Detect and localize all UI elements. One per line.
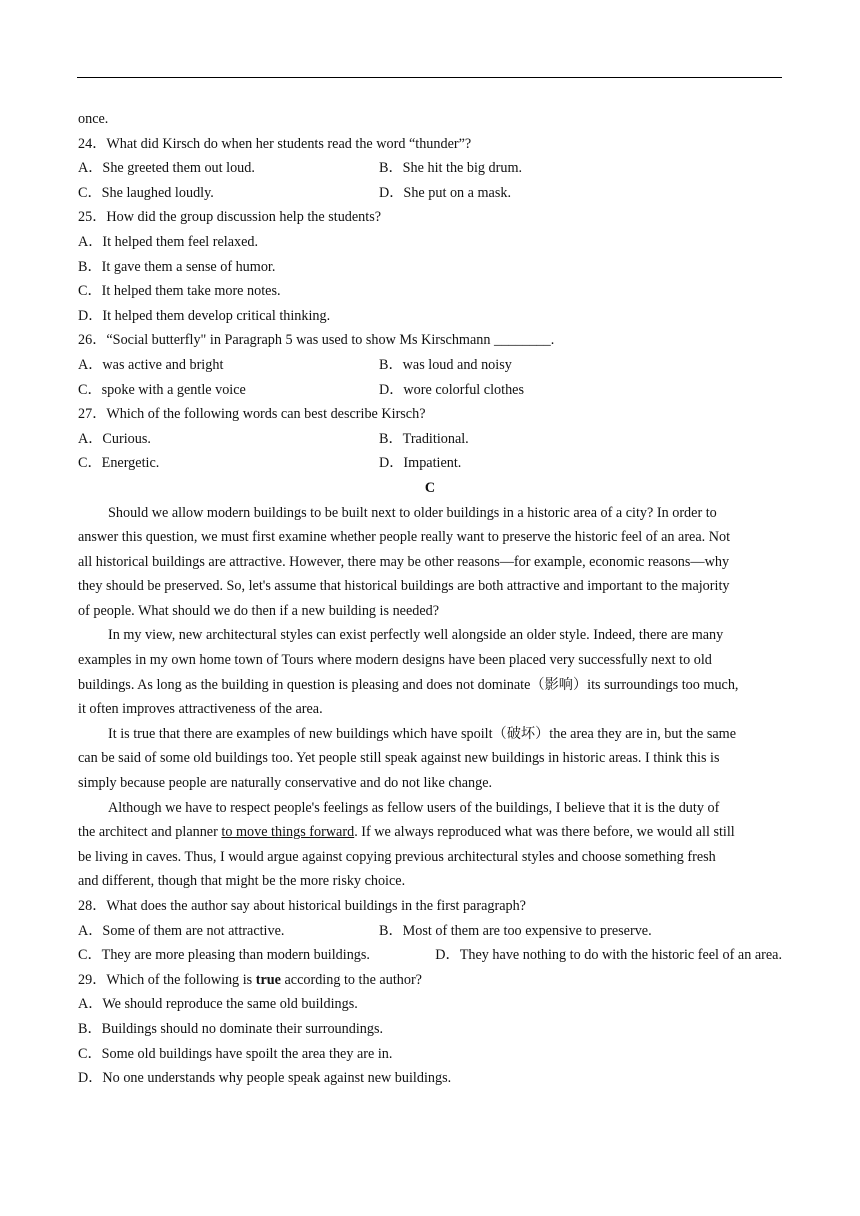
question-26-option-c: C．spoke with a gentle voice bbox=[78, 381, 246, 398]
question-27-options-row-1 bbox=[78, 427, 782, 452]
question-24-option-a: A．She greeted them out loud. bbox=[78, 160, 255, 177]
passage-paragraph-1 bbox=[78, 501, 782, 624]
question-26-options-row-1 bbox=[78, 353, 782, 378]
header-rule bbox=[77, 77, 782, 78]
question-27-stem: 27．Which of the following words can best describe Kirsch? bbox=[78, 406, 426, 423]
bold-word: true bbox=[255, 971, 281, 988]
question-25-option-c: C．It helped them take more notes. bbox=[78, 283, 281, 300]
document-content bbox=[78, 107, 782, 1091]
previous-text-fragment: once. bbox=[78, 111, 109, 127]
paragraph-line bbox=[78, 820, 782, 845]
paragraph-line: answer this question, we must first examine whether people really want to preserve the historic feel of an area. Not bbox=[78, 529, 731, 546]
question-24-options-row-1 bbox=[78, 156, 782, 181]
text-run: . If we always reproduced what was there before, we would all still bbox=[354, 824, 735, 841]
paragraph-line: buildings. As long as the building in question is pleasing and does not dominate（影响）its surroundings too much, bbox=[78, 676, 739, 693]
question-27-option-c: C．Energetic. bbox=[78, 455, 160, 472]
question-24-options-row-2 bbox=[78, 181, 782, 206]
question-25-option-d: D．It helped them develop critical thinking. bbox=[78, 307, 331, 324]
question-24-option-c: C．She laughed loudly. bbox=[78, 184, 214, 201]
question-24-option-b: B．She hit the big drum. bbox=[379, 160, 523, 177]
question-26-options-row-2 bbox=[78, 378, 782, 403]
question-26-option-b: B．was loud and noisy bbox=[379, 356, 512, 373]
question-25-stem: 25．How did the group discussion help the students? bbox=[78, 209, 382, 226]
paragraph-line: all historical buildings are attractive. However, there may be other reasons—for example, economic reasons—why bbox=[78, 553, 730, 570]
paragraph-line: Although we have to respect people's feelings as fellow users of the buildings, I believe that it is the duty of bbox=[108, 799, 720, 816]
paragraph-line: it often improves attractiveness of the area. bbox=[78, 701, 323, 718]
question-26-stem: 26．“Social butterfly" in Paragraph 5 was used to show Ms Kirschmann ________. bbox=[78, 332, 555, 349]
text-run: 29．Which of the following is bbox=[78, 971, 256, 988]
passage-paragraph-2 bbox=[78, 623, 782, 721]
question-27-option-b: B．Traditional. bbox=[379, 430, 469, 447]
section-title: C bbox=[424, 479, 436, 496]
question-29-option-d: D．No one understands why people speak against new buildings. bbox=[78, 1070, 452, 1087]
paragraph-line: be living in caves. Thus, I would argue against copying previous architectural styles and choose something fresh bbox=[78, 848, 716, 865]
paragraph-line: Should we allow modern buildings to be built next to older buildings in a historic area of a city? In order to bbox=[108, 504, 717, 521]
paragraph-line: and different, though that might be the more risky choice. bbox=[78, 873, 406, 890]
question-29-option-a: A．We should reproduce the same old buildings. bbox=[78, 996, 358, 1013]
question-27-option-a: A．Curious. bbox=[78, 430, 151, 447]
text-run: the architect and planner bbox=[78, 824, 222, 841]
question-28-option-c: C．They are more pleasing than modern buildings. bbox=[78, 947, 370, 964]
question-28-option-b: B．Most of them are too expensive to preserve. bbox=[379, 922, 652, 939]
question-29-option-c: C．Some old buildings have spoilt the area they are in. bbox=[78, 1045, 393, 1062]
paragraph-line: they should be preserved. So, let's assume that historical buildings are both attractive and important to the majority bbox=[78, 578, 730, 595]
question-28-option-d: D．They have nothing to do with the historic feel of an area. bbox=[435, 947, 782, 964]
underlined-phrase: to move things forward bbox=[221, 824, 355, 841]
question-27-options-row-2 bbox=[78, 451, 782, 476]
paragraph-line: can be said of some old buildings too. Yet people still speak against new buildings in historic areas. I think this is bbox=[78, 750, 720, 767]
question-28-options-row-2 bbox=[78, 943, 782, 968]
passage-paragraph-3 bbox=[78, 722, 782, 796]
question-25-option-b: B．It gave them a sense of humor. bbox=[78, 258, 276, 275]
question-26-option-d: D．wore colorful clothes bbox=[379, 381, 524, 398]
text-run: according to the author? bbox=[280, 971, 422, 988]
question-28-stem: 28．What does the author say about historical buildings in the first paragraph? bbox=[78, 898, 526, 914]
question-25-option-a: A．It helped them feel relaxed. bbox=[78, 233, 259, 250]
question-24-option-d: D．She put on a mask. bbox=[379, 184, 512, 201]
question-29-option-b: B．Buildings should no dominate their surroundings. bbox=[78, 1020, 384, 1037]
paragraph-line: simply because people are naturally conservative and do not like change. bbox=[78, 775, 493, 792]
paragraph-line: In my view, new architectural styles can exist perfectly well alongside an older style. Indeed, there are many bbox=[108, 627, 724, 644]
question-29-stem bbox=[78, 968, 782, 993]
question-24-stem: 24．What did Kirsch do when her students read the word “thunder”? bbox=[78, 135, 472, 152]
question-27-option-d: D．Impatient. bbox=[379, 455, 462, 472]
passage-paragraph-4 bbox=[78, 796, 782, 894]
question-26-option-a: A．was active and bright bbox=[78, 356, 224, 373]
paragraph-line: examples in my own home town of Tours where modern designs have been placed very successfully next to old bbox=[78, 652, 712, 669]
paragraph-line: of people. What should we do then if a new building is needed? bbox=[78, 602, 440, 619]
paragraph-line: It is true that there are examples of new buildings which have spoilt（破坏）the area they are in, but the same bbox=[108, 725, 736, 742]
question-28-options-row-1 bbox=[78, 919, 782, 944]
question-28-option-a: A．Some of them are not attractive. bbox=[78, 922, 285, 939]
